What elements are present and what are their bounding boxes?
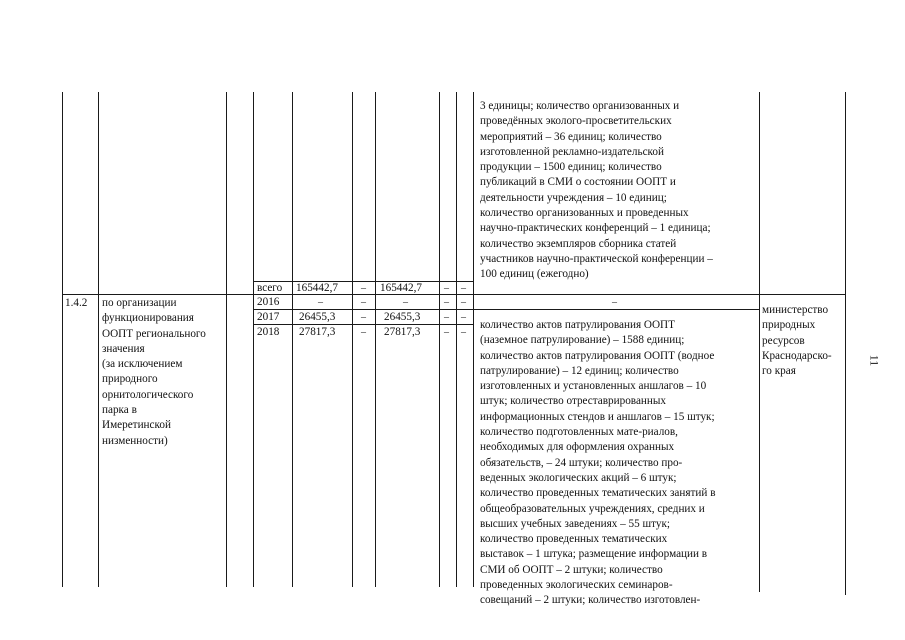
amount-2018: 27817,3: [299, 326, 336, 338]
amount2-2017: 26455,3: [384, 311, 421, 323]
table-col-divider: [759, 92, 760, 592]
table-border-right: [845, 92, 846, 595]
table-border-left: [62, 92, 63, 587]
table-col-divider: [456, 92, 457, 587]
total-amount-2: 165442,7: [380, 282, 422, 294]
dash-2017-3: –: [461, 312, 466, 323]
item-indicators-text: количество актов патрулирования ООПТ (наземное патрулирование) – 1588 единиц; количество актов патрулирования ООПТ (водное патрулирование) – 12 единиц; количество изготовленных и установленных аншлагов – 10 штук; количество отреставрированных информационных стендов и аншлагов – 15 штук; количество подготовленных мате-риалов, необходимых для оформления охранных обязательств, – 24 штуки; количество про- веденных экологических акций – 6 штук; количество проведенных тематических занятий в общеобразовательных учреждениях, средних и высших учебных заведениях – 55 штук; количество проведенных тематических выставок – 1 штука; размещение информации в СМИ об ООПТ – 2 штуки; количество проведенных экологических семинаров- совещаний – 2 штуки; количество изготовлен-: [480, 319, 716, 607]
year-2016: 2016: [257, 296, 280, 308]
continuation-indicators-text: 3 единицы; количество организованных и проведённых эколого-просветительских мероприятий – 36 единиц; количество изготовленной рекламно-издательской продукции – 1500 единиц; количество публикаций в СМИ о состоянии ООПТ и деятельности учреждения – 10 единиц; количество организованных и проведенных научно-практических конференций – 1 единица; количество экземпляров сборника статей участников научно-практической конференции – 100 единиц (ежегодно): [480, 100, 713, 281]
table-col-divider: [226, 92, 227, 587]
dash-2017-2: –: [444, 312, 449, 323]
table-col-divider: [253, 92, 254, 587]
total-dash-2: –: [444, 283, 449, 294]
year-2018: 2018: [257, 326, 280, 338]
table-col-divider: [292, 92, 293, 587]
item-number: 1.4.2: [65, 297, 88, 309]
year-2017: 2017: [257, 311, 280, 323]
amount-2017: 26455,3: [299, 311, 336, 323]
item-responsible: министерство природных ресурсов Краснодарско- го края: [762, 304, 832, 378]
total-label: всего: [257, 282, 283, 294]
total-dash-3: –: [461, 283, 466, 294]
table-col-divider: [375, 92, 376, 587]
dash-2016-3: –: [461, 297, 466, 308]
page-number: 11: [867, 354, 882, 367]
amount2-2018: 27817,3: [384, 326, 421, 338]
amount-2016: –: [318, 297, 323, 308]
total-dash-1: –: [361, 283, 366, 294]
indicator-2016: –: [612, 297, 617, 308]
dash-2016-2: –: [444, 297, 449, 308]
table-col-divider: [439, 92, 440, 587]
dash-2017-1: –: [361, 312, 366, 323]
dash-2018-1: –: [361, 327, 366, 338]
item-title: по организации функционирования ООПТ регионального значения (за исключением природного орнитологического парка в Имеретинской низменности): [102, 297, 206, 447]
row-divider-item-top: [62, 294, 845, 295]
dash-2018-3: –: [461, 327, 466, 338]
amount2-2016: –: [403, 297, 408, 308]
table-col-divider: [98, 92, 99, 587]
table-col-divider: [352, 92, 353, 587]
dash-2018-2: –: [444, 327, 449, 338]
dash-2016-1: –: [361, 297, 366, 308]
table-col-divider: [473, 92, 474, 587]
total-amount: 165442,7: [296, 282, 338, 294]
